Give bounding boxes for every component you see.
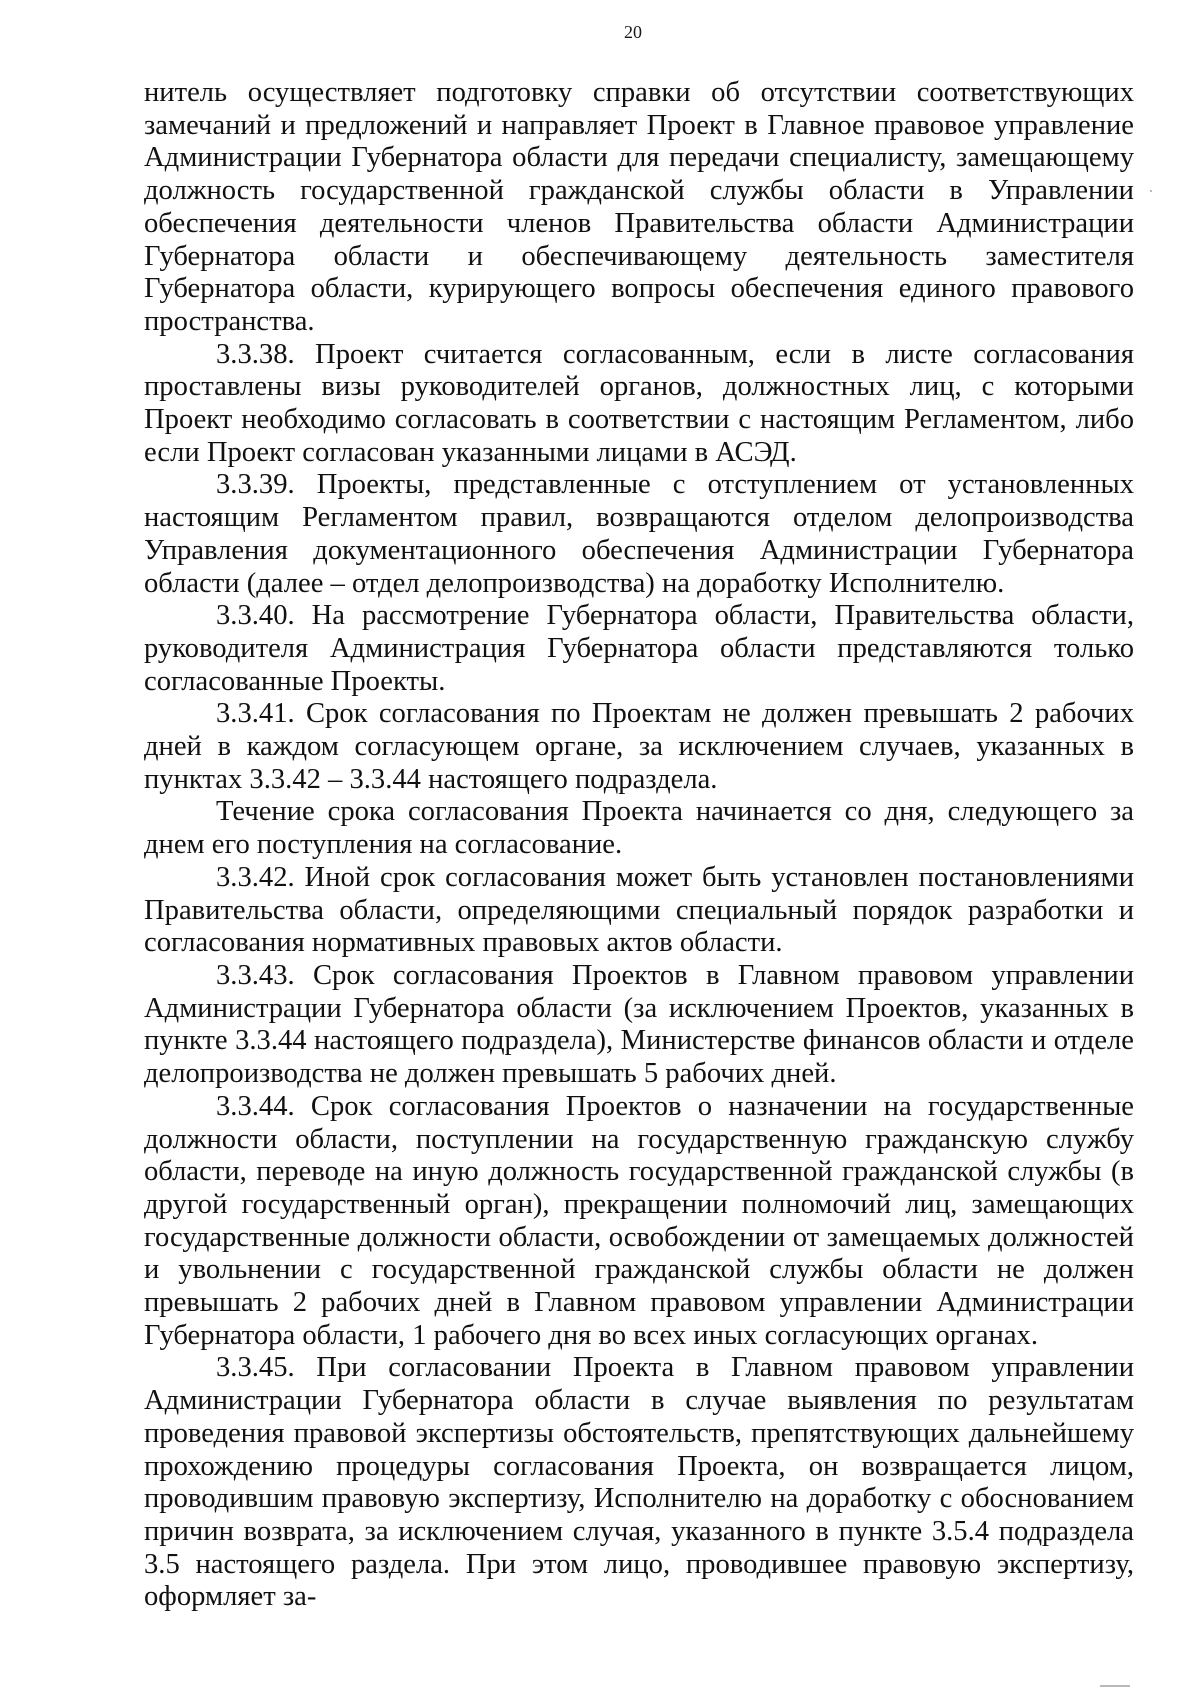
paragraph-3-3-41: 3.3.41. Срок согласования по Проектам не должен превышать 2 рабочих дней в каждом согласующем органе, за исключением случаев, указанных в пунктах 3.3.42 – 3.3.44 настоящего подраздела. bbox=[144, 698, 1134, 795]
paragraph-3-3-44: 3.3.44. Срок согласования Проектов о назначении на государственные должности области, поступлении на государственную гражданскую службу области, переводе на иную должность государственной гражданской службы (в другой государственный орган), прекращении полномочий лиц, замещающих государственные должности области, освобождении от замещаемых должностей и увольнении с государственной гражданской службы области не должен превышать 2 рабочих дней в Главном правовом управлении Администрации Губернатора области, 1 рабочего дня во всех иных согласующих органах. bbox=[144, 1090, 1134, 1351]
paragraph-3-3-39: 3.3.39. Проекты, представленные с отступлением от установленных настоящим Регламентом правил, возвращаются отделом делопроизводства Управления документационного обеспечения Администрации Губернатора области (далее – отдел делопроизводства) на доработку Исполнителю. bbox=[144, 469, 1134, 599]
paragraph-3-3-42: 3.3.42. Иной срок согласования может быть установлен постановлениями Правительства области, определяющими специальный порядок разработки и согласования нормативных правовых актов области. bbox=[144, 861, 1134, 959]
paragraph-continuation: нитель осуществляет подготовку справки об отсутствии соответствующих замечаний и предложений и направляет Проект в Главное правовое управление Администрации Губернатора области для передачи специалисту, замещающему должность государственной гражданской службы области в Управлении обеспечения деятельности членов Правительства области Администрации Губернатора области и обеспечивающему деятельность заместителя Губернатора области, курирующего вопросы обеспечения единого правового пространства. bbox=[144, 77, 1134, 337]
paragraph-term-start: Течение срока согласования Проекта начинается со дня, следующего за днем его поступления на согласование. bbox=[144, 796, 1134, 861]
scan-speck bbox=[1150, 190, 1152, 192]
page-number: 20 bbox=[624, 22, 642, 42]
scan-speck bbox=[1100, 1685, 1130, 1687]
paragraph-3-3-40: 3.3.40. На рассмотрение Губернатора области, Правительства области, руководителя Администрация Губернатора области представляются только согласованные Проекты. bbox=[144, 600, 1134, 697]
paragraph-3-3-45: 3.3.45. При согласовании Проекта в Главном правовом управлении Администрации Губернатора области в случае выявления по результатам проведения правовой экспертизы обстоятельств, препятствующих дальнейшему прохождению процедуры согласования Проекта, он возвращается лицом, проводившим правовую экспертизу, Исполнителю на доработку с обоснованием причин возврата, за исключением случая, указанного в пункте 3.5.4 подраздела 3.5 настоящего раздела. При этом лицо, проводившее правовую экспертизу, оформляет за- bbox=[144, 1352, 1134, 1613]
paragraph-3-3-38: 3.3.38. Проект считается согласованным, если в листе согласования проставлены визы руководителей органов, должностных лиц, с которыми Проект необходимо согласовать в соответствии с настоящим Регламентом, либо если Проект согласован указанными лицами в АСЭД. bbox=[144, 338, 1134, 468]
document-body bbox=[144, 77, 1134, 1614]
paragraph-3-3-43: 3.3.43. Срок согласования Проектов в Главном правовом управлении Администрации Губернатора области (за исключением Проектов, указанных в пункте 3.3.44 настоящего подраздела), Министерстве финансов области и отделе делопроизводства не должен превышать 5 рабочих дней. bbox=[144, 959, 1134, 1090]
